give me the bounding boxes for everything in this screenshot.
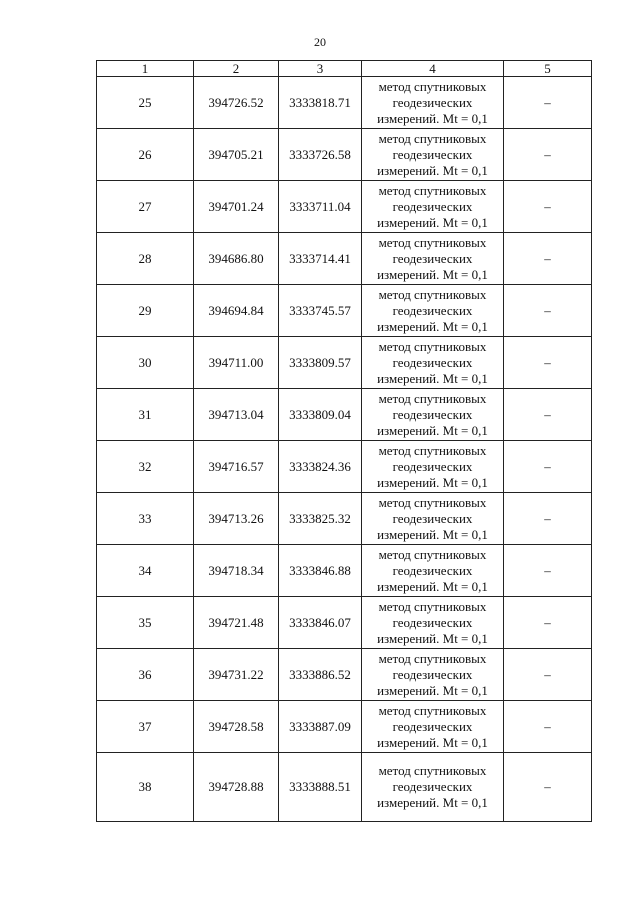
method-line: геодезических [392,94,473,110]
method-line: измерений. Mt = 0,1 [377,214,488,230]
y-coordinate-cell: 3333818.71 [279,77,362,129]
x-coordinate-cell: 394718.34 [194,545,279,597]
method-line: измерений. Mt = 0,1 [377,422,488,438]
table-row [97,233,592,285]
method-line: геодезических [392,666,473,682]
table-row [97,441,592,493]
method-cell [362,285,504,337]
point-number-cell: 25 [97,77,194,129]
note-cell: – [504,285,592,337]
table-row [97,753,592,822]
point-number-cell: 35 [97,597,194,649]
y-coordinate-cell: 3333886.52 [279,649,362,701]
header-col-2: 2 [194,61,279,77]
y-coordinate-cell: 3333711.04 [279,181,362,233]
note-cell: – [504,389,592,441]
y-coordinate-cell: 3333809.57 [279,337,362,389]
method-line: геодезических [392,302,473,318]
header-col-3: 3 [279,61,362,77]
table-row [97,701,592,753]
method-line: геодезических [392,250,473,266]
point-number-cell: 27 [97,181,194,233]
method-cell [362,649,504,701]
method-line: метод спутниковых [378,390,487,406]
x-coordinate-cell: 394721.48 [194,597,279,649]
method-cell [362,441,504,493]
table-row [97,649,592,701]
method-line: измерений. Mt = 0,1 [377,474,488,490]
method-line: геодезических [392,458,473,474]
y-coordinate-cell: 3333714.41 [279,233,362,285]
y-coordinate-cell: 3333887.09 [279,701,362,753]
header-row [97,61,592,77]
page-number: 20 [314,35,326,49]
method-line: метод спутниковых [378,286,487,302]
note-cell: – [504,441,592,493]
x-coordinate-cell: 394726.52 [194,77,279,129]
method-cell [362,493,504,545]
method-line: метод спутниковых [378,598,487,614]
x-coordinate-cell: 394694.84 [194,285,279,337]
method-line: метод спутниковых [378,546,487,562]
method-line: геодезических [392,198,473,214]
method-line: геодезических [392,779,473,794]
table-body [97,77,592,822]
point-number-cell: 33 [97,493,194,545]
method-line: метод спутниковых [378,702,487,718]
method-cell [362,701,504,753]
method-line: метод спутниковых [378,494,487,510]
method-cell [362,181,504,233]
method-line: геодезических [392,614,473,630]
method-line: метод спутниковых [378,338,487,354]
x-coordinate-cell: 394728.58 [194,701,279,753]
method-line: метод спутниковых [378,182,487,198]
x-coordinate-cell: 394713.26 [194,493,279,545]
method-line: измерений. Mt = 0,1 [377,318,488,334]
point-number-cell: 28 [97,233,194,285]
method-line: измерений. Mt = 0,1 [377,578,488,594]
note-cell: – [504,181,592,233]
table-row [97,129,592,181]
table-row [97,285,592,337]
y-coordinate-cell: 3333888.51 [279,753,362,822]
x-coordinate-cell: 394705.21 [194,129,279,181]
method-line: измерений. Mt = 0,1 [377,630,488,646]
note-cell: – [504,545,592,597]
table-row [97,389,592,441]
method-line: измерений. Mt = 0,1 [377,110,488,126]
point-number-cell: 31 [97,389,194,441]
point-number-cell: 34 [97,545,194,597]
x-coordinate-cell: 394701.24 [194,181,279,233]
y-coordinate-cell: 3333809.04 [279,389,362,441]
x-coordinate-cell: 394731.22 [194,649,279,701]
method-line: метод спутниковых [378,78,487,94]
x-coordinate-cell: 394713.04 [194,389,279,441]
table-row [97,545,592,597]
method-line: геодезических [392,718,473,734]
coordinates-table [96,60,592,822]
header-col-4: 4 [362,61,504,77]
method-line: измерений. Mt = 0,1 [377,682,488,698]
note-cell: – [504,129,592,181]
method-line: измерений. Mt = 0,1 [377,526,488,542]
note-cell: – [504,337,592,389]
method-line: метод спутниковых [378,234,487,250]
method-cell [362,597,504,649]
method-line: метод спутниковых [378,650,487,666]
point-number-cell: 36 [97,649,194,701]
note-cell: – [504,597,592,649]
method-line: измерений. Mt = 0,1 [377,370,488,386]
note-cell: – [504,649,592,701]
header-col-1: 1 [97,61,194,77]
method-cell [362,77,504,129]
method-cell [362,337,504,389]
method-cell [362,545,504,597]
note-cell: – [504,77,592,129]
method-cell [362,753,504,822]
method-line: геодезических [392,354,473,370]
note-cell: – [504,493,592,545]
x-coordinate-cell: 394716.57 [194,441,279,493]
point-number-cell: 30 [97,337,194,389]
y-coordinate-cell: 3333726.58 [279,129,362,181]
method-line: метод спутниковых [378,442,487,458]
method-line: геодезических [392,146,473,162]
table-row [97,77,592,129]
note-cell: – [504,701,592,753]
method-line: измерений. Mt = 0,1 [377,162,488,178]
table-row [97,181,592,233]
method-line: метод спутниковых [378,763,487,778]
y-coordinate-cell: 3333824.36 [279,441,362,493]
note-cell: – [504,753,592,822]
method-line: геодезических [392,510,473,526]
method-cell [362,233,504,285]
y-coordinate-cell: 3333846.88 [279,545,362,597]
x-coordinate-cell: 394728.88 [194,753,279,822]
method-cell [362,129,504,181]
y-coordinate-cell: 3333825.32 [279,493,362,545]
x-coordinate-cell: 394686.80 [194,233,279,285]
method-line: геодезических [392,406,473,422]
method-cell [362,389,504,441]
point-number-cell: 29 [97,285,194,337]
y-coordinate-cell: 3333745.57 [279,285,362,337]
method-line: измерений. Mt = 0,1 [377,795,488,810]
x-coordinate-cell: 394711.00 [194,337,279,389]
table-row [97,337,592,389]
method-line: геодезических [392,562,473,578]
method-line: измерений. Mt = 0,1 [377,266,488,282]
header-col-5: 5 [504,61,592,77]
note-cell: – [504,233,592,285]
point-number-cell: 26 [97,129,194,181]
point-number-cell: 37 [97,701,194,753]
y-coordinate-cell: 3333846.07 [279,597,362,649]
method-line: метод спутниковых [378,130,487,146]
point-number-cell: 32 [97,441,194,493]
method-line: измерений. Mt = 0,1 [377,734,488,750]
table-row [97,597,592,649]
table-row [97,493,592,545]
point-number-cell: 38 [97,753,194,822]
